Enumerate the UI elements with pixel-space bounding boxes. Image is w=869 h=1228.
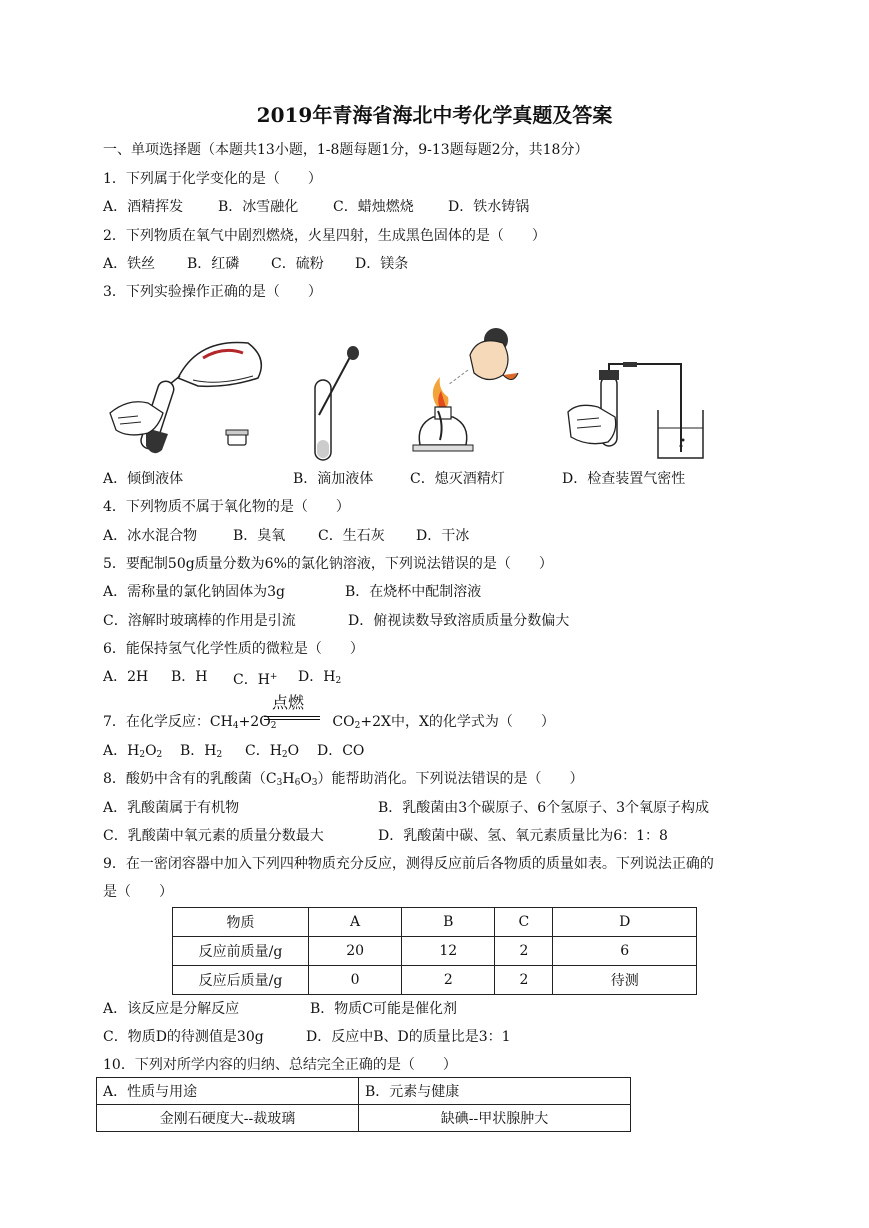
q3-stem: 3．下列实验操作正确的是（ ） [103,284,322,300]
q9-option-d: D．反应中B、D的质量比是3：1 [306,1029,511,1045]
table-header-cell: A．性质与用途 [97,1078,359,1105]
q5-stem: 5．要配制50g质量分数为6%的氯化钠溶液，下列说法错误的是（ ） [103,556,553,572]
reaction-condition: 点燃 [272,693,305,712]
q9-option-a: A．该反应是分解反应 [103,1001,240,1017]
table-cell: 20 [309,937,402,966]
q4-option-c: C．生石灰 [318,528,385,544]
table-cell: 反应后质量/g [173,966,309,995]
q3-option-d: D．检查装置气密性 [562,471,686,487]
alcohol-lamp-figure [408,315,528,460]
q5-option-a: A．需称量的氯化钠固体为3g [103,584,285,600]
q7-option-a: A．$H_2O_2$ [103,743,163,760]
q5-option-b: B．在烧杯中配制溶液 [345,584,482,600]
airtightness-figure [563,362,708,462]
page-title: 2019年青海省海北中考化学真题及答案 [256,103,613,127]
table-cell: 金刚石硬度大--裁玻璃 [97,1105,359,1132]
q7-option-b: B．$H_2$ [180,743,223,760]
q2-stem: 2．下列物质在氧气中剧烈燃烧，火星四射，生成黑色固体的是（ ） [103,228,546,244]
table-header-cell: D [553,908,697,937]
table-header-cell: B [402,908,495,937]
q2-option-d: D．镁条 [355,256,409,272]
table-header-cell: C [495,908,553,937]
table-cell: 待测 [553,966,697,995]
q1-option-a: A．酒精挥发 [103,199,184,215]
q9-table [172,907,697,995]
q6-option-a: A．2H [103,669,149,685]
section-heading: 一、单项选择题（本题共13小题，1-8题每题1分，9-13题每题2分，共18分） [103,142,589,158]
q2-option-b: B．红磷 [187,256,240,272]
table-cell: 2 [402,966,495,995]
q6-option-d: D．$H_2$ [298,669,342,686]
q8-option-d: D．乳酸菌中碳、氢、氧元素质量比为6：1：8 [378,828,668,844]
table-cell: 2 [495,937,553,966]
table-cell: 6 [553,937,697,966]
table-row [97,1105,631,1132]
table-row [173,937,697,966]
table-cell: 反应前质量/g [173,937,309,966]
q5-option-d: D．俯视读数导致溶质质量分数偏大 [348,613,570,629]
q1-option-b: B．冰雪融化 [218,199,299,215]
q2-option-c: C．硫粉 [271,256,324,272]
q2-option-a: A．铁丝 [103,256,156,272]
q7-option-c: C．$H_2O$ [245,743,300,760]
q8-option-b: B．乳酸菌由3个碳原子、6个氢原子、3个氧原子构成 [378,800,710,816]
table-row [173,966,697,995]
q1-stem: 1．下列属于化学变化的是（ ） [103,171,322,187]
q4-option-b: B．臭氧 [233,528,286,544]
q9-stem-line2: 是（ ） [103,884,173,900]
table-cell: 2 [495,966,553,995]
table-cell: 0 [309,966,402,995]
q8-option-a: A．乳酸菌属于有机物 [103,800,240,816]
q6-option-b: B．H [171,669,208,685]
q1-option-d: D．铁水铸锅 [448,199,530,215]
q3-option-c: C．熄灭酒精灯 [410,471,505,487]
q6-option-c: C．H+ [233,672,278,688]
q5-option-c: C．溶解时玻璃棒的作用是引流 [103,613,296,629]
table-cell: 缺碘--甲状腺肿大 [359,1105,631,1132]
table-row [173,908,697,937]
table-row [97,1078,631,1105]
q4-option-d: D．干冰 [416,528,470,544]
q6-stem: 6．能保持氢气化学性质的微粒是（ ） [103,641,364,657]
table-header-cell: B．元素与健康 [359,1078,631,1105]
q1-option-c: C．蜡烛燃烧 [333,199,414,215]
pouring-liquid-figure [108,318,278,463]
q10-stem: 10．下列对所学内容的归纳、总结完全正确的是（ ） [103,1057,457,1073]
q3-option-a: A．倾倒液体 [103,471,184,487]
q3-option-b: B．滴加液体 [293,471,374,487]
q9-option-b: B．物质C可能是催化剂 [310,1001,457,1017]
table-header-cell: 物质 [173,908,309,937]
q8-stem: 8．酸奶中含有的乳酸菌$(C_3H_6O_3)$能帮助消化。下列说法错误的是（ ） [103,771,584,788]
q7-option-d: D．CO [317,743,365,759]
q7-stem: 7．在化学反应：$CH_4+2O_2$ $CO_2+2X$中，X的化学式为（ ） [103,714,555,731]
q4-stem: 4．下列物质不属于氧化物的是（ ） [103,499,350,515]
table-cell: 12 [402,937,495,966]
dropper-figure [305,345,365,465]
q4-option-a: A．冰水混合物 [103,528,198,544]
q9-stem-line1: 9．在一密闭容器中加入下列四种物质充分反应，测得反应前后各物质的质量如表。下列说法正确的 [103,856,714,872]
q10-table [96,1077,631,1132]
q8-option-c: C．乳酸菌中氧元素的质量分数最大 [103,828,324,844]
q9-option-c: C．物质D的待测值是30g [103,1029,264,1045]
table-header-cell: A [309,908,402,937]
